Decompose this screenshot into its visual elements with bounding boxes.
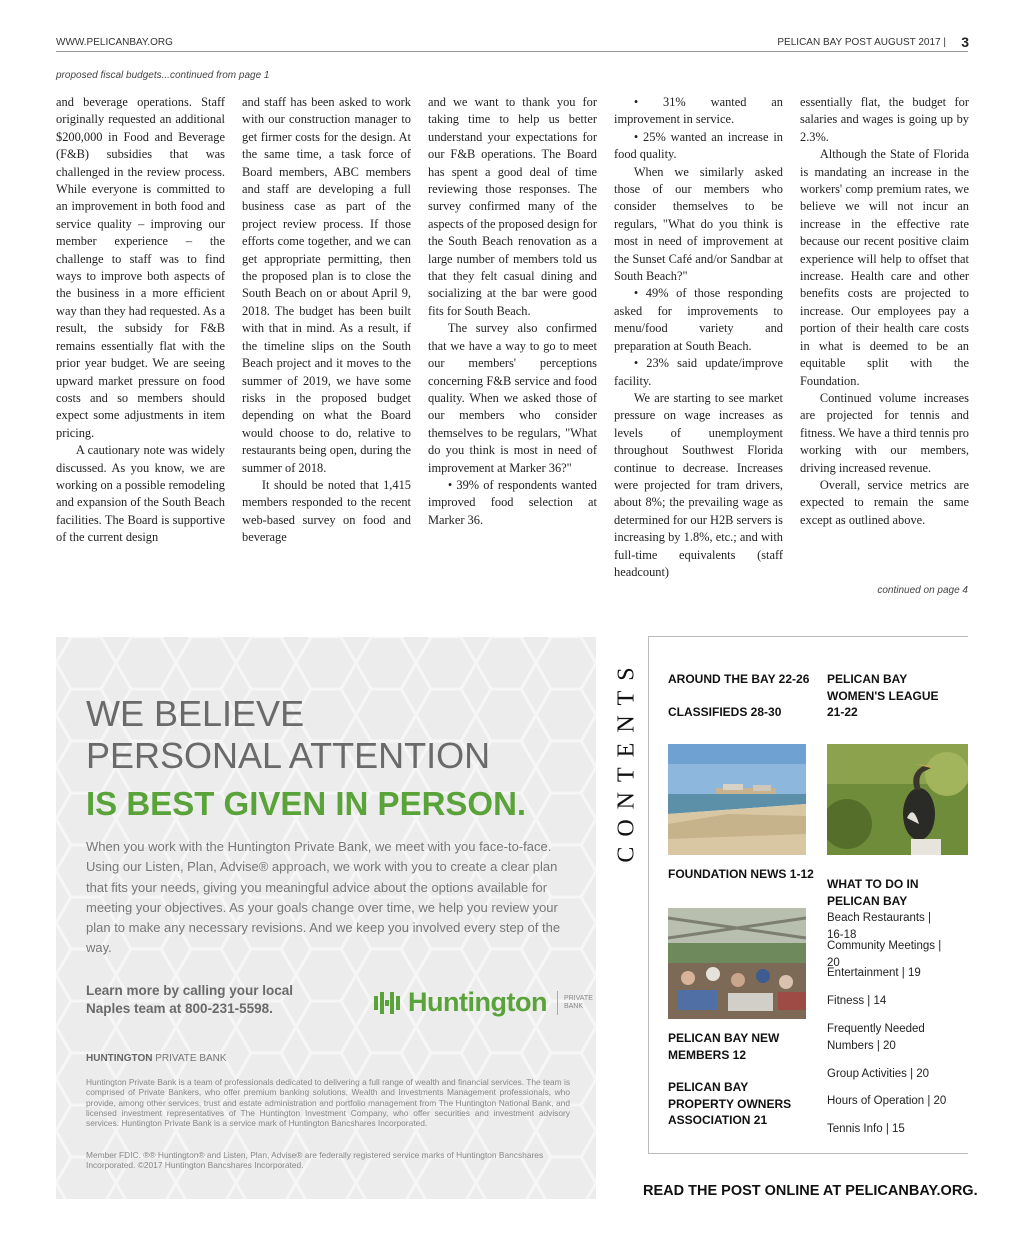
what-to-do-item[interactable]: Entertainment | 19 <box>827 967 921 979</box>
contents-label <box>612 635 642 885</box>
article-paragraph: Although the State of Florida is mandating an increase in the workers' comp premium rates, we believe we will not incur an increase in the effective rate because our recent positive claim experience will help to offset that increase. Health care and other benefits costs are projected to increase. Our employees pay a portion of their health care costs in what is deemed to be an equitable split with the Foundation. <box>800 147 969 388</box>
article-column-5 <box>800 94 969 606</box>
toc-foundation-news[interactable]: FOUNDATION NEWS 1-12 <box>668 867 814 881</box>
header-website[interactable]: WWW.PELICANBAY.ORG <box>56 37 173 48</box>
footer-read-online[interactable]: READ THE POST ONLINE AT PELICANBAY.ORG. <box>643 1183 978 1199</box>
article-paragraph: A cautionary note was widely discussed. As you know, we are working on a possible remodeling and expansion of the South Beach facilities. The Board is supportive of the current design <box>56 443 225 545</box>
article-paragraph: • 31% wanted an improvement in service. <box>614 95 783 127</box>
ad-brand-rest: PRIVATE BANK <box>152 1053 227 1064</box>
article-paragraph: Overall, service metrics are expected to remain the same except as outlined above. <box>800 477 969 527</box>
toc-rule-left <box>648 636 649 1153</box>
article-paragraph: We are starting to see market pressure on wage increases as levels of unemployment throughout Southwest Florida continue to decrease. Increases were projected for tram drivers, about 8%; the prevailing wage as determined for our H2B servers is increasing by 1.8%, etc.; and with full-time equivalents (staff headcount) <box>614 390 783 579</box>
ad-body: When you work with the Huntington Private Bank, we meet with you face-to-face. Using our Listen, Plan, Advise® approach, we work with you to create a clear plan that fits your needs, giving you meaningful advice about the options available for meeting your objectives. As your goals change over time, we help you review your plan to make any necessary revisions. And we keep you involved every step of the way. <box>86 839 561 956</box>
contents-label-text: CONTENTS <box>613 657 640 863</box>
ad-headline-3: IS BEST GIVEN IN PERSON. <box>86 785 527 822</box>
ad-call-to-action: Learn more by calling your local Naples team at 800-231-5598. <box>86 983 294 1016</box>
dining-crowd-photo <box>668 908 806 1019</box>
what-to-do-item[interactable]: Fitness | 14 <box>827 995 887 1007</box>
what-to-do-item[interactable]: Hours of Operation | 20 <box>827 1095 947 1107</box>
article-columns <box>56 94 969 606</box>
continued-to: continued on page 4 <box>877 585 968 596</box>
article-paragraph: When we similarly asked those of our members who consider themselves to be regulars, "What do you think is most in need of improvement at the Sunset Café and/or Sandbar at South Beach?" <box>614 164 783 284</box>
toc-what-to-do-heading[interactable]: WHAT TO DO IN PELICAN BAY <box>827 877 919 908</box>
toc-womens-league[interactable]: PELICAN BAY WOMEN'S LEAGUE 21-22 <box>827 672 939 719</box>
article-paragraph: The survey also confirmed that we have a way to go to meet our members' perceptions concerning F&B service and food quality. When we asked those of our members who consider themselves to be regulars, "What do you think is most in need of improvement at Marker 36?" <box>428 321 597 475</box>
header-rule <box>56 51 968 52</box>
toc-property-owners[interactable]: PELICAN BAY PROPERTY OWNERS ASSOCIATION 21 <box>668 1080 792 1127</box>
ad-disclaimer-2: Member FDIC. ®® Huntington® and Listen, Plan, Advise® are federally registered service marks of Huntington Bancshares Incorporated. ©2017 Huntington Bancshares Incorporated. <box>86 1150 544 1171</box>
article-paragraph: essentially flat, the budget for salaries and wages is going up by 2.3%. <box>800 95 969 144</box>
article-paragraph: and beverage operations. Staff originally requested an additional $200,000 in Food and Beverage (F&B) subsidies that was challenged in the review process. While everyone is committed to an improvement in both food and service quality – improving our member experience – the challenge to staff was to find ways to improve both aspects of the business in a more efficient way than they had requested. As a result, the subsidy for F&B remains essentially flat with the prior year budget. We are seeing upward market pressure on food costs and so members should expect some adjustments in item pricing. <box>56 95 225 440</box>
article-paragraph: • 39% of respondents wanted improved food selection at Marker 36. <box>428 477 597 527</box>
article-paragraph: • 25% wanted an increase in food quality. <box>614 129 783 162</box>
article-paragraph: It should be noted that 1,415 members responded to the recent web-based survey on food and beverage <box>242 477 411 545</box>
article-paragraph: and staff has been asked to work with our construction manager to get firmer costs for the design. At the same time, a task force of Board members, ABC members and staff are developing a full business case as part of the project review process. If those efforts come together, and we can get appropriate permitting, then the proposed plan is to close the South Beach on or about April 9, 2018. The budget has been built with that in mind. As a result, if the timeline slips on the South Beach project and it moves to the summer of 2019, we have some risks in the proposed budget depending on what the Board would choose to do, relative to restaurants being open, during the summer of 2018. <box>242 95 411 475</box>
article-column-1 <box>56 94 225 606</box>
what-to-do-item[interactable]: Community Meetings | 20 <box>827 940 942 969</box>
article-column-3 <box>428 94 597 606</box>
page-number: 3 <box>961 34 969 50</box>
ad-brand-bold: HUNTINGTON <box>86 1053 153 1064</box>
toc-classifieds[interactable]: CLASSIFIEDS 28-30 <box>668 705 782 719</box>
what-to-do-item[interactable]: Group Activities | 20 <box>827 1068 930 1080</box>
continued-from: proposed fiscal budgets...continued from page 1 <box>56 70 270 81</box>
toc-rule-bottom <box>648 1153 968 1154</box>
article-paragraph: • 49% of those responding asked for improvements to menu/food variety and preparation at South Beach. <box>614 286 783 353</box>
anhinga-bird-photo <box>827 744 968 855</box>
article-paragraph: and we want to thank you for taking time to help us better understand your expectations for our F&B operations. The Board has spent a good deal of time reviewing those responses. The survey confirmed many of the aspects of the proposed design for the South Beach renovation as a large number of members told us that they felt casual dining and socializing at the bar were good fits for South Beach. <box>428 95 597 318</box>
ad-disclaimer: Huntington Private Bank is a team of professionals dedicated to delivering a full range of wealth and financial services. The team is comprised of Private Bankers, who offer premium banking solutions, Wealth and Investments Management professionals, who provide, among other services, trust and estate administration and portfolio management from The Huntington National Bank, and licensed investment representatives of The Huntington Investment Company, who offer securities and investment advisory services. Huntington Private Bank is a service mark of Huntington Bancshares Incorporated. <box>86 1077 571 1129</box>
logo-wordmark: Huntington <box>408 987 547 1017</box>
what-to-do-item[interactable]: Beach Restaurants | 16-18 <box>827 912 931 941</box>
ad-headline-2: PERSONAL ATTENTION <box>86 735 491 776</box>
toc-new-members[interactable]: PELICAN BAY NEW MEMBERS 12 <box>668 1031 780 1062</box>
huntington-logo-icon <box>372 988 402 1018</box>
article-column-2 <box>242 94 411 606</box>
huntington-advertisement <box>56 637 596 1199</box>
huntington-logo <box>372 987 596 1018</box>
logo-divider <box>557 991 558 1015</box>
header-publication: PELICAN BAY POST AUGUST 2017 | <box>777 37 946 48</box>
toc-rule-top <box>648 636 968 637</box>
what-to-do-item[interactable]: Frequently Needed Numbers | 20 <box>827 1023 925 1052</box>
toc-around-the-bay[interactable]: AROUND THE BAY 22-26 <box>668 672 810 686</box>
what-to-do-item[interactable]: Tennis Info | 15 <box>827 1123 905 1135</box>
article-paragraph: Continued volume increases are projected for tennis and fitness. We have a third tennis pro working with our members, driving increased revenue. <box>800 390 969 475</box>
ad-brand-line <box>86 1053 227 1064</box>
article-column-4 <box>614 94 783 606</box>
logo-subtitle: PRIVATE BANK <box>563 994 593 1010</box>
ad-headline-1: WE BELIEVE <box>86 693 305 734</box>
article-paragraph: • 23% said update/improve facility. <box>614 356 783 388</box>
beach-photo <box>668 744 806 855</box>
